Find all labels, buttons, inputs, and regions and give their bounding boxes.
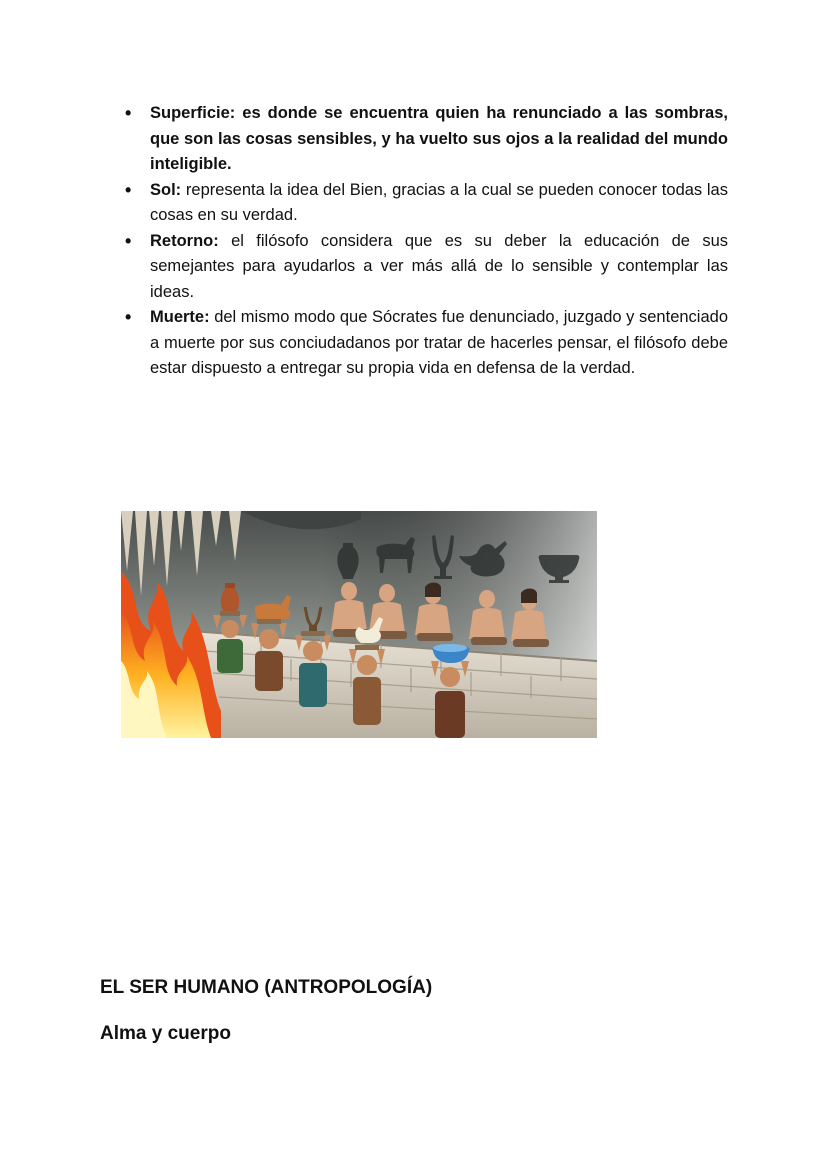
bullet-text: el filósofo considera que es su deber la educación de sus semejantes para ayudarlos a ver más allá de lo sensible y contemplar las ideas.	[150, 231, 728, 301]
bullet-text: Superficie: es donde se encuentra quien ha renunciado a las sombras, que son las cosas sensibles, y ha vuelto sus ojos a la realidad del mundo inteligible.	[150, 104, 728, 173]
bullet-sol	[150, 178, 728, 229]
section-heading: EL SER HUMANO (ANTROPOLOGÍA)	[100, 977, 433, 998]
bullet-muerte	[150, 305, 728, 382]
subsection-heading: Alma y cuerpo	[100, 1023, 231, 1044]
bullet-term: Muerte:	[150, 308, 210, 326]
bullet-retorno	[150, 229, 728, 306]
cave-allegory-illustration	[121, 511, 597, 738]
bullet-text: representa la idea del Bien, gracias a la cual se pueden conocer todas las cosas en su verdad.	[150, 180, 728, 224]
bullet-list	[150, 101, 728, 382]
bullet-term: Retorno:	[150, 231, 219, 250]
bullet-text: del mismo modo que Sócrates fue denunciado, juzgado y sentenciado a muerte por sus conciudadanos por tratar de hacerles pensar, el filósofo debe estar dispuesto a entregar su propia vida en defensa de la verdad.	[150, 308, 728, 377]
bullet-superficie	[150, 101, 728, 178]
bullet-term: Sol:	[150, 180, 182, 199]
cave-illustration-svg	[121, 511, 597, 738]
